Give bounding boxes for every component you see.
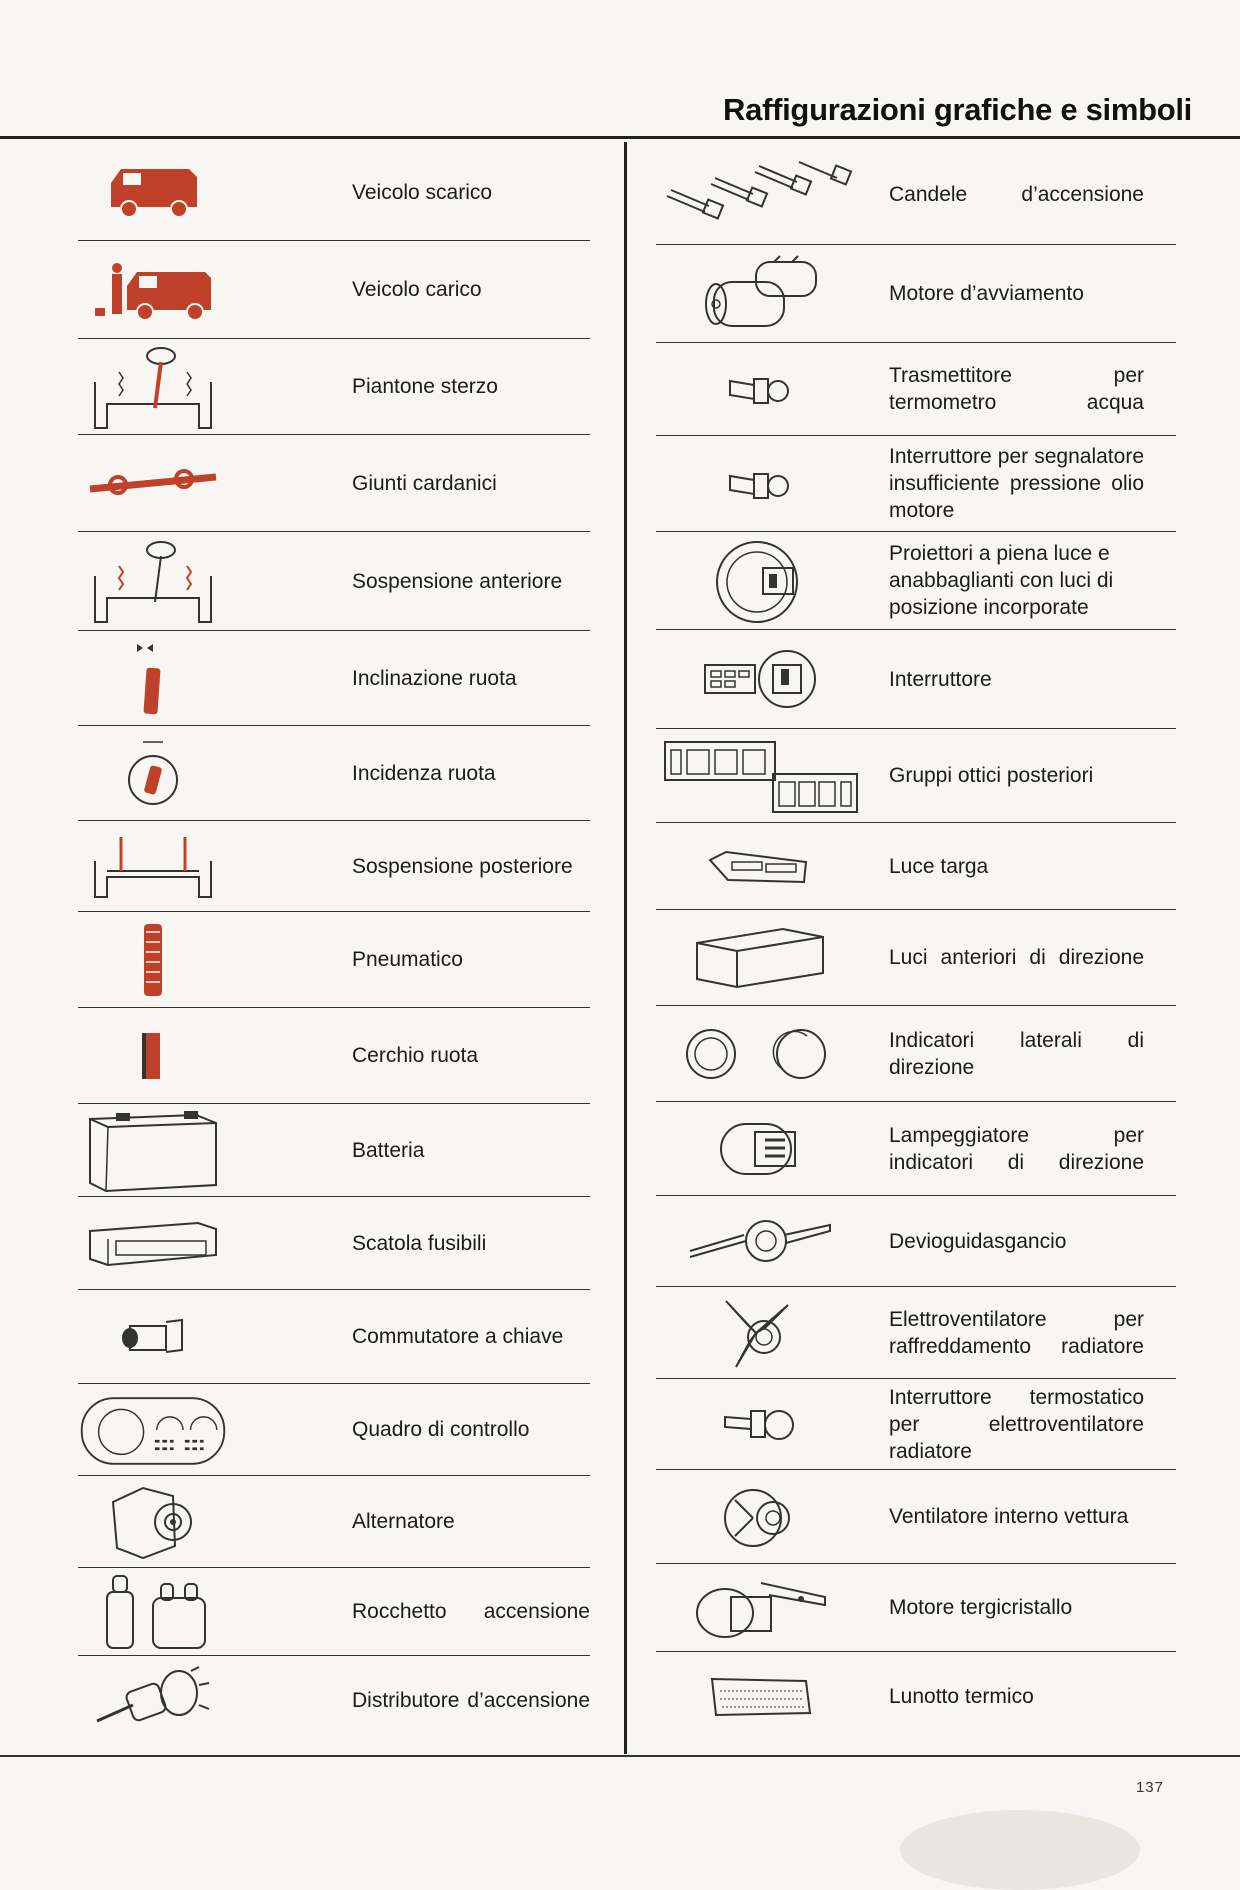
symbol-label: Ventilatore interno vettura	[889, 1505, 1129, 1528]
interior-fan-icon	[656, 1482, 866, 1552]
symbol-entry	[656, 1102, 1176, 1196]
page-number: 137	[1135, 1779, 1164, 1796]
wiper-motor-icon	[656, 1573, 866, 1643]
symbol-label: Interruttore	[889, 667, 992, 691]
symbol-label: Motore tergicristallo	[889, 1596, 1073, 1619]
symbol-entry	[656, 245, 1176, 343]
fuse-box-icon	[78, 1215, 228, 1271]
instrument-panel-icon	[78, 1390, 228, 1470]
symbol-label: Trasmettitore per termometro acqua	[889, 364, 1144, 414]
symbol-entry	[656, 343, 1176, 436]
symbol-entry	[656, 532, 1176, 630]
page-title: Raffigurazioni grafiche e simboli	[723, 92, 1192, 127]
symbol-label: Motore d’avviamento	[889, 282, 1084, 305]
symbol-label: Indicatori laterali di direzione	[889, 1028, 1144, 1079]
radiator-fan-icon	[656, 1293, 866, 1373]
symbol-label: Sospensione anteriore	[352, 569, 563, 593]
plate-light-icon	[656, 846, 866, 886]
starter-motor-icon	[656, 254, 866, 334]
symbol-entry	[78, 631, 590, 726]
oil-pressure-switch-icon	[656, 464, 866, 504]
symbol-entry	[78, 241, 590, 339]
symbol-entry	[656, 1564, 1176, 1652]
rear-lights-icon	[656, 736, 866, 816]
symbol-label: Luci anteriori di direzione	[889, 946, 1144, 969]
symbol-label: Luce targa	[889, 854, 989, 878]
symbol-label: Rocchetto accensione	[352, 1600, 590, 1623]
symbol-entry	[656, 1379, 1176, 1470]
symbol-entry	[656, 145, 1176, 245]
distributor-icon	[78, 1665, 228, 1735]
symbol-label: Cerchio ruota	[352, 1044, 479, 1067]
symbol-label: Gruppi ottici posteriori	[889, 764, 1094, 787]
symbol-label: Alternatore	[352, 1510, 455, 1533]
symbol-entry	[78, 1384, 590, 1476]
symbol-entry	[656, 910, 1176, 1006]
rear-suspension-icon	[78, 831, 228, 901]
symbol-label: Interruttore termostatico per elettroventilatore radiatore	[889, 1385, 1144, 1463]
symbol-entry	[78, 1568, 590, 1656]
symbol-entry	[78, 339, 590, 435]
symbol-label: Interruttore per segnalatore insufficiente pressione olio motore	[889, 445, 1144, 522]
symbol-entry	[78, 1656, 590, 1744]
symbol-entry	[78, 435, 590, 532]
symbol-entry	[78, 1476, 590, 1568]
symbol-entry	[656, 729, 1176, 823]
symbol-entry	[78, 532, 590, 631]
symbol-label: Devioguidasgancio	[889, 1229, 1067, 1253]
symbol-label: Pneumatico	[352, 948, 463, 971]
symbol-label: Lampeggiatore per indicatori di direzione	[889, 1123, 1144, 1174]
empty-van-icon	[78, 163, 228, 223]
symbol-entry	[78, 145, 590, 241]
symbol-label: Piantone sterzo	[352, 375, 498, 398]
symbol-label: Elettroventilatore per raffreddamento radiatore	[889, 1307, 1144, 1358]
column-divider	[624, 142, 627, 1754]
symbol-label: Incidenza ruota	[352, 761, 496, 785]
symbol-entry	[656, 436, 1176, 532]
symbol-label: Distributore d’accensione	[352, 1688, 590, 1712]
symbol-entry	[78, 821, 590, 912]
key-switch-icon	[78, 1314, 228, 1360]
right-symbol-list	[656, 145, 1176, 1740]
symbol-entry	[78, 1197, 590, 1290]
thumb-shadow	[900, 1810, 1140, 1890]
wheel-caster-icon	[78, 738, 228, 808]
symbol-label: Candele d’accensione	[889, 183, 1144, 206]
switch-icon	[656, 647, 866, 711]
symbol-entry	[78, 1008, 590, 1104]
symbol-label: Veicolo scarico	[352, 181, 493, 204]
symbol-entry	[656, 1287, 1176, 1379]
front-indicator-icon	[656, 923, 866, 993]
steering-stalk-icon	[656, 1211, 866, 1271]
heated-rear-window-icon	[656, 1671, 866, 1721]
steering-column-icon	[78, 342, 228, 432]
symbol-entry	[656, 1470, 1176, 1564]
side-indicator-icon	[656, 1024, 866, 1084]
symbol-entry	[656, 1196, 1176, 1287]
symbol-label: Lunotto termico	[889, 1684, 1034, 1708]
wheel-camber-icon	[78, 638, 228, 718]
ignition-coil-icon	[78, 1572, 228, 1652]
alternator-icon	[78, 1482, 228, 1562]
tyre-icon	[78, 922, 228, 998]
loaded-van-icon	[78, 258, 228, 322]
symbol-entry	[78, 1104, 590, 1197]
symbol-entry	[656, 1006, 1176, 1102]
symbol-label: Giunti cardanici	[352, 471, 497, 495]
symbol-entry	[656, 630, 1176, 729]
cardan-joint-icon	[78, 463, 228, 503]
symbol-entry	[656, 1652, 1176, 1740]
symbol-label: Inclinazione ruota	[352, 666, 517, 690]
symbol-label: Proiettori a piena luce e anabbaglianti con luci di posizione incorporate	[889, 542, 1114, 619]
left-symbol-list	[78, 145, 590, 1744]
symbol-label: Commutatore a chiave	[352, 1325, 564, 1348]
bottom-rule	[0, 1755, 1240, 1757]
wheel-rim-icon	[78, 1031, 228, 1081]
spark-plugs-icon	[656, 160, 866, 230]
temperature-sender-icon	[656, 369, 866, 409]
symbol-entry	[78, 1290, 590, 1384]
headlamp-icon	[656, 538, 866, 624]
symbol-label: Batteria	[352, 1138, 425, 1162]
flasher-unit-icon	[656, 1114, 866, 1184]
symbol-entry	[78, 726, 590, 821]
front-suspension-icon	[78, 536, 228, 626]
symbol-entry	[656, 823, 1176, 910]
symbol-label: Sospensione posteriore	[352, 854, 573, 878]
symbol-label: Scatola fusibili	[352, 1231, 487, 1255]
symbol-label: Quadro di controllo	[352, 1418, 530, 1441]
battery-icon	[78, 1107, 228, 1193]
symbol-label: Veicolo carico	[352, 278, 482, 301]
title-rule	[0, 136, 1240, 139]
symbol-entry	[78, 912, 590, 1008]
thermostatic-switch-icon	[656, 1399, 866, 1449]
